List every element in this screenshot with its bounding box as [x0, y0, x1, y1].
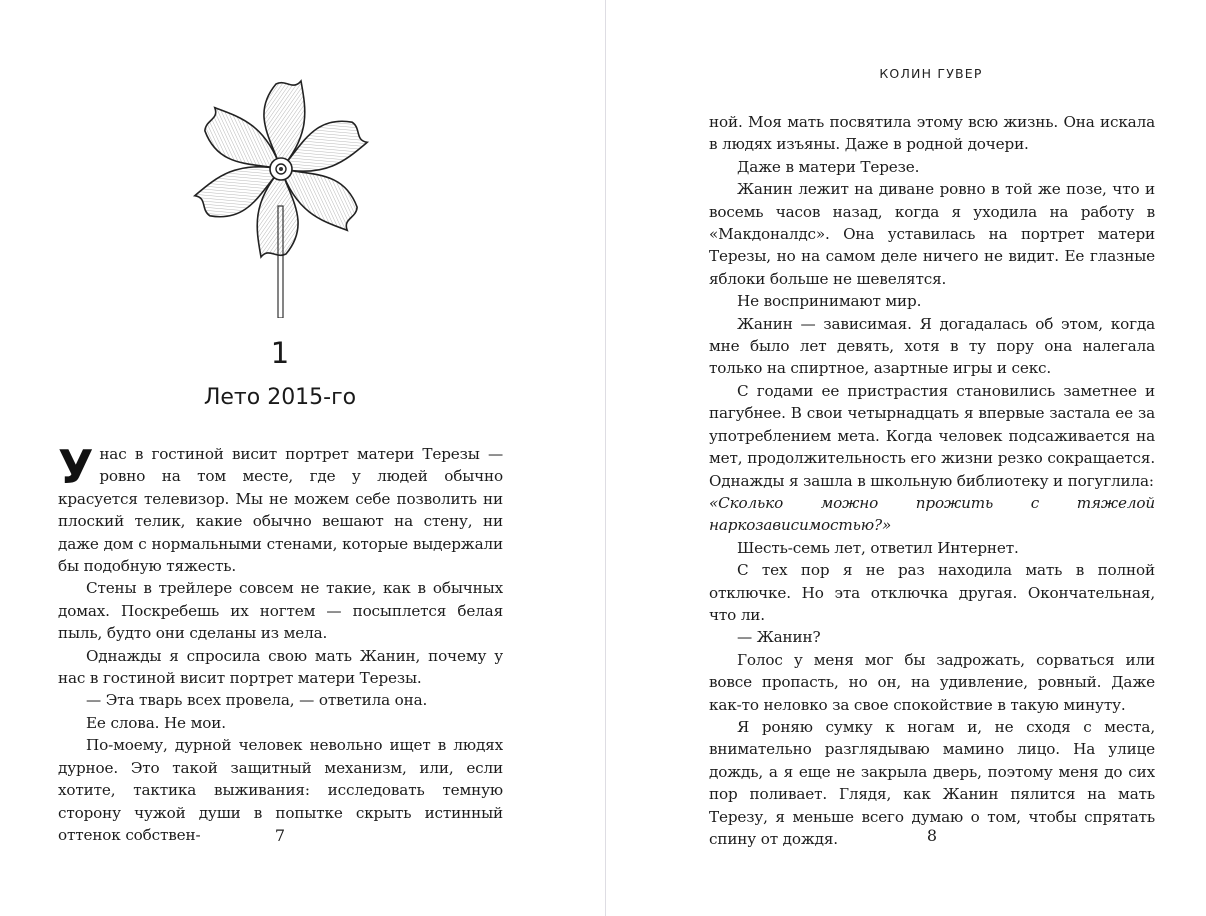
paragraph: Не воспринимают мир.: [737, 292, 922, 311]
drop-cap: У: [58, 440, 94, 494]
right-body-text: [709, 111, 1155, 850]
chapter-number: 1: [270, 336, 290, 370]
paragraph: Жанин лежит на диване ровно в той же позе, что и восемь часов назад, когда я уходила на работу в «Макдоналдс». Она уставилась на портрет матери Терезы, но на самом деле ничего не видит. Ее глазные яблоки больше не шевелятся.: [709, 180, 1155, 288]
paragraph: — Жанин?: [737, 628, 821, 647]
paragraph: С годами ее пристрастия становились заметнее и пагубнее. В свои четырнадцать я впервые застала ее за употреблением мета. Когда человек подсаживается на мет, продолжительность его жизни резко сокращается. Однажды я зашла в школьную библиотеку и погуглила:: [709, 381, 1155, 490]
italic-quote: «Сколько можно прожить с тяжелой наркозависимостью?»: [709, 493, 1155, 535]
paragraph: Однажды я спросила свою мать Жанин, почему у нас в гостиной висит портрет матери Терезы.: [58, 646, 503, 688]
paragraph: Ее слова. Не мои.: [86, 713, 226, 732]
paragraph: Я роняю сумку к ногам и, не сходя с места, внимательно разглядываю мамино лицо. На улице дождь, а я еще не закрыла дверь, поэтому меня до сих пор поливает. Глядя, как Жанин пялится на мать Терезу, я меньше всего думаю о том, чтобы спрятать спину от дождя.: [709, 717, 1155, 848]
paragraph: Стены в трейлере совсем не такие, как в обычных домах. Поскребешь их ногтем — посыплется белая пыль, будто они сделаны из мела.: [58, 579, 503, 643]
page-number: 8: [926, 826, 938, 845]
running-head: КОЛИН ГУВЕР: [879, 66, 983, 81]
paragraph: ной. Моя мать посвятила этому всю жизнь. Она искала в людях изъяны. Даже в родной дочери.: [709, 113, 1155, 154]
paragraph: У нас в гостиной висит портрет матери Терезы — ровно на том месте, где у людей обычно красуется телевизор. Мы не можем себе позволить ни плоский телик, какие обычно вешают на стену, ни даже дом с нормальными стенами, которые выдержали бы подобную тяжесть.: [58, 440, 503, 576]
left-body-text: [58, 440, 503, 846]
paragraph: Жанин — зависимая. Я догадалась об этом, когда мне было лет девять, хотя в ту пору она налегала только на спиртное, азартные игры и секс.: [709, 314, 1155, 378]
paragraph: Голос у меня мог бы задрожать, сорваться или вовсе пропасть, но он, на удивление, ровный. Даже как-то неловко за свое спокойствие в такую минуту.: [709, 650, 1155, 714]
page-number: 7: [274, 826, 286, 845]
pinwheel-icon: [185, 66, 377, 318]
paragraph: — Эта тварь всех провела, — ответила она.: [86, 691, 428, 710]
paragraph: По-моему, дурной человек невольно ищет в людях дурное. Это такой защитный механизм, или, если хотите, тактика выживания: исследовать темную сторону чужой души в попытке скрыть истинный оттенок собствен-: [58, 736, 503, 844]
chapter-title: Лето 2015-го: [203, 385, 357, 410]
paragraph: С тех пор я не раз находила мать в полной отключке. Но эта отключка другая. Окончательная, что ли.: [709, 561, 1155, 624]
paragraph: Даже в матери Терезе.: [737, 157, 920, 176]
paragraph: Шесть-семь лет, ответил Интернет.: [737, 538, 1019, 557]
right-page: [606, 0, 1206, 916]
